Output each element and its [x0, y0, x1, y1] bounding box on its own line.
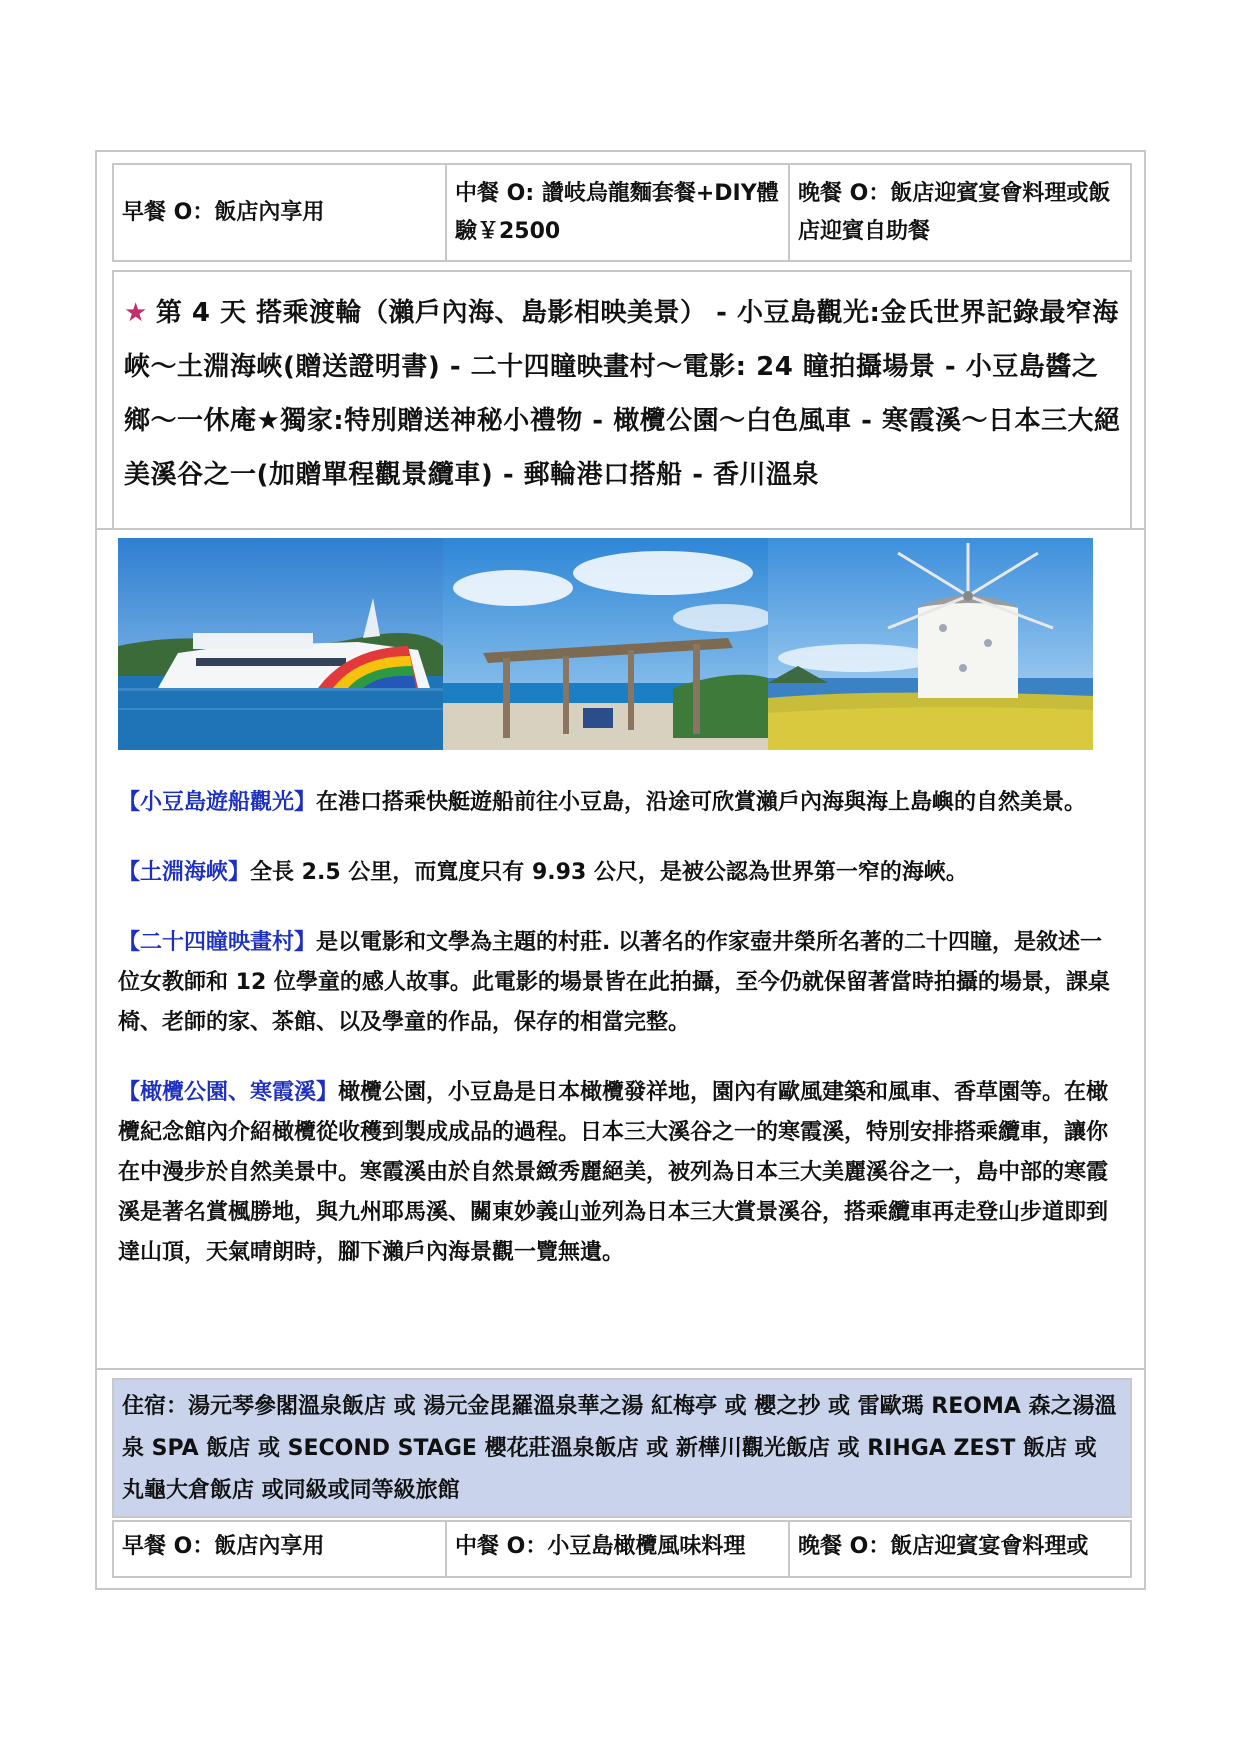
paragraph-olive-park	[118, 1073, 1118, 1273]
description-section	[118, 783, 1118, 1303]
paragraph-cruise	[118, 783, 1118, 823]
paragraph-heading: 【二十四瞳映畫村】	[118, 930, 317, 955]
paragraph-text: 橄欖公園，小豆島是日本橄欖發祥地，園內有歐風建築和風車、香草園等。在橄欖紀念館內介紹橄欖從收穫到製成成品的過程。日本三大溪谷之一的寒霞溪，特別安排搭乘纜車，讓你在中漫步於自然美景中。寒霞溪由於自然景緻秀麗絕美，被列為日本三大美麗溪谷之一，島中部的寒霞溪是著名賞楓勝地，與九州耶馬溪、關東妙義山並列為日本三大賞景溪谷，搭乘纜車再走登山步道即到達山頂，天氣晴朗時，腳下瀨戶內海景觀一覽無遺。	[118, 1080, 1109, 1265]
accommodation-box: 住宿：湯元琴參閣溫泉飯店 或 湯元金毘羅溫泉華之湯 紅梅亭 或 櫻之抄 或 雷歐瑪 REOMA 森之湯溫泉 SPA 飯店 或 SECOND STAGE 櫻花莊溫泉飯店 或 新樺川觀光飯店 或 RIHGA ZEST 飯店 或 丸龜大倉飯店 或同級或同等級旅館	[112, 1378, 1132, 1518]
paragraph-movie-village	[118, 923, 1118, 1043]
breakfast-cell: 早餐 O：飯店內享用	[114, 165, 447, 260]
star-icon: ★	[124, 298, 148, 328]
pavilion-photo	[443, 538, 768, 750]
lunch-cell: 中餐 O: 讚岐烏龍麵套餐+DIY體驗￥2500	[447, 165, 790, 260]
paragraph-strait	[118, 853, 1118, 893]
day4-meals-row	[112, 1520, 1132, 1578]
lunch-cell: 中餐 O：小豆島橄欖風味料理	[447, 1522, 790, 1576]
dinner-cell: 晚餐 O：飯店迎賓宴會料理或飯店迎賓自助餐	[798, 180, 1111, 244]
paragraph-heading: 【土淵海峽】	[118, 860, 251, 885]
divider	[97, 1368, 1144, 1370]
day4-title-text	[124, 286, 1122, 502]
breakfast-cell: 早餐 O：飯店內享用	[114, 1522, 447, 1576]
dinner-cell: 晚餐 O：飯店迎賓宴會料理或	[798, 1534, 1089, 1559]
paragraph-heading: 【橄欖公園、寒霞溪】	[118, 1080, 339, 1105]
ferry-photo	[118, 538, 443, 750]
paragraph-text: 是以電影和文學為主題的村莊. 以著名的作家壺井榮所名著的二十四瞳，是敘述一位女教師和 12 位學童的感人故事。此電影的場景皆在此拍攝，至今仍就保留著當時拍攝的場景，課桌椅、老師的家、茶館、以及學童的作品，保存的相當完整。	[118, 930, 1110, 1035]
photo-strip	[118, 538, 1094, 750]
divider	[97, 528, 1144, 530]
day4-title: 第 4 天 搭乘渡輪（瀨戶內海、島影相映美景） - 小豆島觀光:金氏世界記錄最窄海峽～土淵海峽(贈送證明書) - 二十四瞳映畫村～電影: 24 瞳拍攝場景 - 小豆島醬之鄉～一休庵★獨家:特別贈送神秘小禮物 - 橄欖公園～白色風車 - 寒霞溪～日本三大絕美溪谷之一(加贈單程觀景纜車) - 郵輪港口搭船 - 香川溫泉	[124, 298, 1121, 490]
windmill-photo	[768, 538, 1093, 750]
paragraph-text: 在港口搭乘快艇遊船前往小豆島，沿途可欣賞瀨戶內海與海上島嶼的自然美景。	[316, 790, 1087, 815]
paragraph-heading: 【小豆島遊船觀光】	[118, 790, 317, 815]
paragraph-text: 全長 2.5 公里，而寬度只有 9.93 公尺，是被公認為世界第一窄的海峽。	[250, 860, 968, 885]
day3-meals-row	[112, 163, 1132, 262]
day4-header	[112, 270, 1132, 528]
